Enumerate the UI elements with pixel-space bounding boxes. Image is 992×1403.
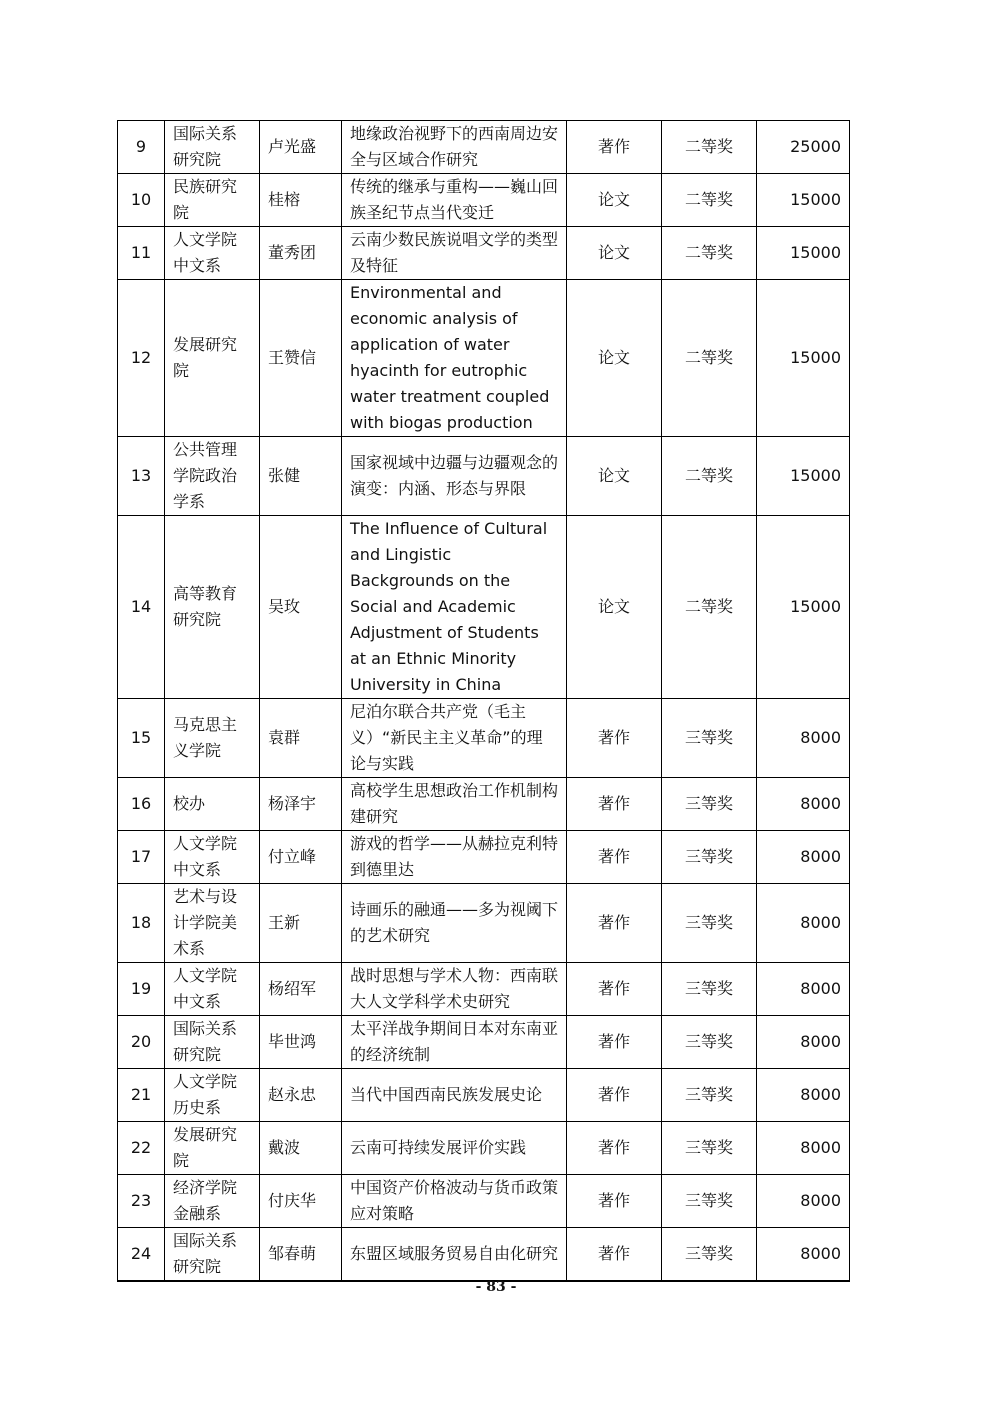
row-type: 著作 (567, 699, 662, 778)
table-row (118, 699, 850, 778)
row-type: 著作 (567, 121, 662, 174)
row-type: 著作 (567, 884, 662, 963)
table-row (118, 1122, 850, 1175)
row-amount: 8000 (757, 884, 850, 963)
row-title: 战时思想与学术人物：西南联大人文学科学术史研究 (342, 963, 567, 1016)
row-author: 赵永忠 (260, 1069, 342, 1122)
row-level: 二等奖 (662, 280, 757, 437)
row-title: Environmental and economic analysis of application of water hyacinth for eutrophic water treatment coupled with biogas production (342, 280, 567, 437)
row-type: 著作 (567, 831, 662, 884)
row-author: 戴波 (260, 1122, 342, 1175)
table-row (118, 437, 850, 516)
row-number: 24 (118, 1228, 165, 1282)
row-type: 著作 (567, 1069, 662, 1122)
row-author: 杨泽宇 (260, 778, 342, 831)
row-author: 杨绍军 (260, 963, 342, 1016)
row-author: 张健 (260, 437, 342, 516)
row-type: 论文 (567, 280, 662, 437)
row-title: The Influence of Cultural and Lingistic Backgrounds on the Social and Academic Adjustment of Students at an Ethnic Minority University in China (342, 516, 567, 699)
row-unit: 艺术与设计学院美术系 (165, 884, 260, 963)
row-unit: 人文学院中文系 (165, 831, 260, 884)
table-row (118, 963, 850, 1016)
row-number: 19 (118, 963, 165, 1016)
row-type: 论文 (567, 437, 662, 516)
table-row (118, 1016, 850, 1069)
table-row (118, 778, 850, 831)
row-amount: 8000 (757, 1228, 850, 1282)
row-title: 云南可持续发展评价实践 (342, 1122, 567, 1175)
row-title: 高校学生思想政治工作机制构建研究 (342, 778, 567, 831)
row-author: 袁群 (260, 699, 342, 778)
row-title: 国家视域中边疆与边疆观念的演变：内涵、形态与界限 (342, 437, 567, 516)
row-author: 付庆华 (260, 1175, 342, 1228)
row-type: 论文 (567, 174, 662, 227)
row-author: 桂榕 (260, 174, 342, 227)
row-title: 太平洋战争期间日本对东南亚的经济统制 (342, 1016, 567, 1069)
table-row (118, 1069, 850, 1122)
row-author: 王赞信 (260, 280, 342, 437)
awards-table (117, 120, 850, 1282)
row-unit: 国际关系研究院 (165, 121, 260, 174)
row-number: 15 (118, 699, 165, 778)
row-unit: 高等教育研究院 (165, 516, 260, 699)
row-level: 三等奖 (662, 884, 757, 963)
row-number: 14 (118, 516, 165, 699)
row-number: 16 (118, 778, 165, 831)
row-type: 著作 (567, 1122, 662, 1175)
row-level: 三等奖 (662, 1228, 757, 1282)
row-amount: 15000 (757, 174, 850, 227)
row-type: 著作 (567, 963, 662, 1016)
row-amount: 8000 (757, 778, 850, 831)
row-amount: 8000 (757, 831, 850, 884)
row-author: 毕世鸿 (260, 1016, 342, 1069)
table-row (118, 516, 850, 699)
row-author: 董秀团 (260, 227, 342, 280)
row-level: 二等奖 (662, 174, 757, 227)
row-level: 三等奖 (662, 1175, 757, 1228)
page-number: - 83 - (475, 1279, 517, 1295)
row-title: 云南少数民族说唱文学的类型及特征 (342, 227, 567, 280)
row-unit: 人文学院中文系 (165, 227, 260, 280)
row-level: 二等奖 (662, 516, 757, 699)
row-type: 著作 (567, 1175, 662, 1228)
row-unit: 民族研究院 (165, 174, 260, 227)
row-number: 11 (118, 227, 165, 280)
table-row (118, 884, 850, 963)
row-title: 传统的继承与重构——巍山回族圣纪节点当代变迁 (342, 174, 567, 227)
row-level: 三等奖 (662, 1016, 757, 1069)
row-unit: 公共管理学院政治学系 (165, 437, 260, 516)
row-type: 论文 (567, 227, 662, 280)
row-number: 18 (118, 884, 165, 963)
row-unit: 马克思主义学院 (165, 699, 260, 778)
row-number: 22 (118, 1122, 165, 1175)
row-unit: 人文学院历史系 (165, 1069, 260, 1122)
row-title: 诗画乐的融通——多为视阈下的艺术研究 (342, 884, 567, 963)
row-unit: 国际关系研究院 (165, 1228, 260, 1282)
row-amount: 8000 (757, 963, 850, 1016)
row-title: 地缘政治视野下的西南周边安全与区域合作研究 (342, 121, 567, 174)
row-level: 三等奖 (662, 963, 757, 1016)
row-author: 卢光盛 (260, 121, 342, 174)
row-unit: 经济学院金融系 (165, 1175, 260, 1228)
row-unit: 发展研究院 (165, 280, 260, 437)
row-unit: 人文学院中文系 (165, 963, 260, 1016)
row-level: 二等奖 (662, 227, 757, 280)
row-type: 论文 (567, 516, 662, 699)
table-row (118, 227, 850, 280)
row-type: 著作 (567, 1016, 662, 1069)
row-number: 20 (118, 1016, 165, 1069)
row-author: 付立峰 (260, 831, 342, 884)
row-amount: 15000 (757, 516, 850, 699)
row-type: 著作 (567, 778, 662, 831)
table-row (118, 174, 850, 227)
row-author: 王新 (260, 884, 342, 963)
row-unit: 发展研究院 (165, 1122, 260, 1175)
row-author: 邹春萌 (260, 1228, 342, 1282)
row-author: 吴玫 (260, 516, 342, 699)
row-level: 二等奖 (662, 437, 757, 516)
row-number: 17 (118, 831, 165, 884)
row-level: 三等奖 (662, 1069, 757, 1122)
row-amount: 8000 (757, 1069, 850, 1122)
row-title: 游戏的哲学——从赫拉克利特到德里达 (342, 831, 567, 884)
row-type: 著作 (567, 1228, 662, 1282)
row-level: 三等奖 (662, 778, 757, 831)
row-unit: 国际关系研究院 (165, 1016, 260, 1069)
table-row (118, 1175, 850, 1228)
row-amount: 15000 (757, 437, 850, 516)
row-amount: 8000 (757, 1122, 850, 1175)
table-row (118, 1228, 850, 1282)
row-amount: 8000 (757, 1175, 850, 1228)
row-number: 12 (118, 280, 165, 437)
row-amount: 8000 (757, 1016, 850, 1069)
row-number: 9 (118, 121, 165, 174)
row-number: 23 (118, 1175, 165, 1228)
row-level: 三等奖 (662, 831, 757, 884)
table-row (118, 280, 850, 437)
row-level: 二等奖 (662, 121, 757, 174)
row-amount: 15000 (757, 280, 850, 437)
row-title: 当代中国西南民族发展史论 (342, 1069, 567, 1122)
row-number: 13 (118, 437, 165, 516)
row-level: 三等奖 (662, 1122, 757, 1175)
row-unit: 校办 (165, 778, 260, 831)
row-amount: 15000 (757, 227, 850, 280)
table-row (118, 121, 850, 174)
row-title: 尼泊尔联合共产党（毛主义）“新民主主义革命”的理论与实践 (342, 699, 567, 778)
row-amount: 25000 (757, 121, 850, 174)
row-amount: 8000 (757, 699, 850, 778)
row-level: 三等奖 (662, 699, 757, 778)
row-number: 10 (118, 174, 165, 227)
row-title: 中国资产价格波动与货币政策应对策略 (342, 1175, 567, 1228)
row-title: 东盟区域服务贸易自由化研究 (342, 1228, 567, 1282)
table-row (118, 831, 850, 884)
row-number: 21 (118, 1069, 165, 1122)
